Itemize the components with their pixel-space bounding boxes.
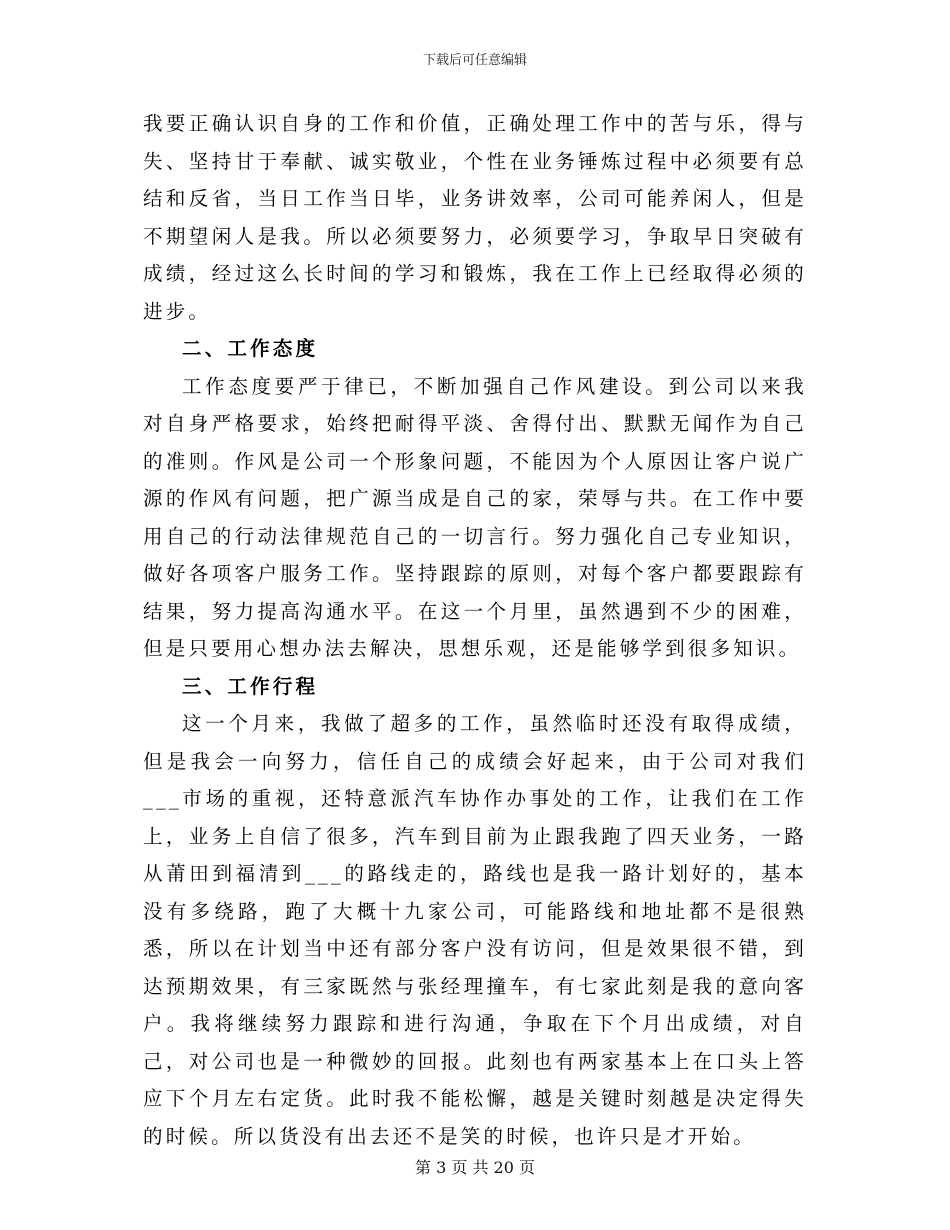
- paragraph-work-attitude: 工作态度要严于律已，不断加强自己作风建设。到公司以来我对自身严格要求，始终把耐得平淡、舍得付出、默默无闻作为自己的准则。作风是公司一个形象问题，不能因为个人原因让客户说广源的作风有问题，把广源当成是自己的家，荣辱与共。在工作中要用自己的行动法律规范自己的一切言行。努力强化自己专业知识，做好各项客户服务工作。坚持跟踪的原则，对每个客户都要跟踪有结果，努力提高沟通水平。在这一个月里，虽然遇到不少的困难，但是只要用心想办法去解决，思想乐观，还是能够学到很多知识。: [143, 374, 807, 660]
- paragraph-intro: 我要正确认识自身的工作和价值，正确处理工作中的苦与乐，得与失、坚持甘于奉献、诚实敬业，个性在业务锤炼过程中必须要有总结和反省，当日工作当日毕，业务讲效率，公司可能养闲人，但是不期望闲人是我。所以必须要努力，必须要学习，争取早日突破有成绩，经过这么长时间的学习和锻炼，我在工作上已经取得必须的进步。: [143, 112, 807, 323]
- document-body: [143, 105, 807, 1155]
- page-header-note: 下载后可任意编辑: [422, 53, 527, 68]
- section-heading-work-attitude: 二、工作态度: [182, 337, 319, 360]
- page-number: 第 3 页 共 20 页: [415, 1158, 535, 1177]
- paragraph-work-itinerary: 这一个月来，我做了超多的工作，虽然临时还没有取得成绩，但是我会一向努力，信任自己的成绩会好起来，由于公司对我们___市场的重视，还特意派汽车协作办事处的工作，让我们在工作上，业务上自信了很多，汽车到目前为止跟我跑了四天业务，一路从莆田到福清到___的路线走的，路线也是我一路计划好的，基本没有多绕路，跑了大概十九家公司，可能路线和地址都不是很熟悉，所以在计划当中还有部分客户没有访问，但是效果很不错，到达预期效果，有三家既然与张经理撞车，有七家此刻是我的意向客户。我将继续努力跟踪和进行沟通，争取在下个月出成绩，对自己，对公司也是一种微妙的回报。此刻也有两家基本上在口头上答应下个月左右定货。此时我不能松懈，越是关键时刻越是决定得失的时候。所以货没有出去还不是笑的时候，也许只是才开始。: [143, 712, 807, 1148]
- section-heading-work-itinerary: 三、工作行程: [182, 674, 319, 698]
